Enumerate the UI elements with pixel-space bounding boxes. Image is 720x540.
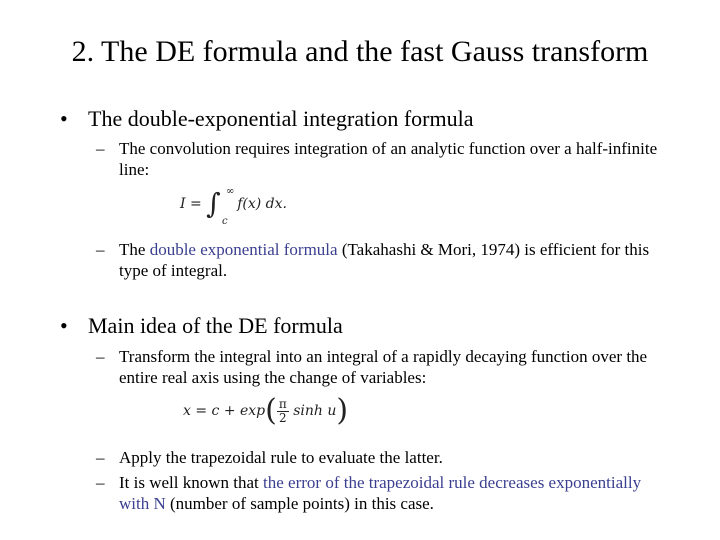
fraction: $\frac{\pi}{2}$ — [278, 396, 287, 425]
sub-bullet-2-3 — [96, 472, 666, 514]
sub-bullet-1-2 — [96, 239, 666, 281]
equation-lhs: I = — [180, 196, 202, 212]
sub-bullet-2-3-pre: It is well known that — [119, 473, 264, 492]
slide-title: 2. The DE formula and the fast Gauss transform — [71, 35, 649, 68]
dash-marker: – — [96, 139, 105, 158]
sub-bullet-1-2-pre: The — [119, 240, 150, 259]
sub-bullet-2-1 — [96, 346, 666, 388]
bullet-marker: • — [60, 106, 68, 131]
bullet-marker: • — [60, 313, 68, 338]
dash-marker: – — [96, 473, 105, 492]
sub-bullet-1-1 — [96, 138, 666, 180]
dash-marker: – — [96, 347, 105, 366]
highlight-text: double exponential formula — [149, 240, 338, 259]
highlight-text: the error of the trapezoidal rule decreases exponentially with N — [119, 473, 642, 513]
integrand: f(x) dx. — [237, 196, 287, 212]
equation-change-of-variables: x = c + exp( $\frac{\pi}{2}$ sinh u) — [183, 393, 349, 428]
equation-lhs: x = c + exp — [183, 403, 266, 419]
sub-bullet-2-2 — [96, 447, 666, 468]
bullet-2-text: Main idea of the DE formula — [88, 313, 343, 338]
lower-limit: c — [222, 216, 228, 227]
sub-bullet-2-2-text: Apply the trapezoidal rule to evaluate the latter. — [119, 448, 443, 467]
sub-bullet-2-3-post: (number of sample points) in this case. — [165, 494, 434, 513]
bullet-1-text: The double-exponential integration formula — [88, 106, 474, 131]
dash-marker: – — [96, 240, 105, 259]
sub-bullet-2-1-text: Transform the integral into an integral of a rapidly decaying function over the entire real axis using the change of variables: — [119, 347, 648, 387]
equation-integral — [180, 186, 287, 227]
sub-bullet-1-1-text: The convolution requires integration of an analytic function over a half-infinite line: — [119, 139, 658, 179]
integral-sign: ∫ — [206, 187, 221, 220]
equation-rest: sinh u — [293, 403, 337, 419]
bullet-1 — [60, 106, 473, 132]
upper-limit: ∞ — [226, 186, 235, 197]
bullet-2 — [60, 313, 343, 339]
sub-bullet-1-2-post: (Takahashi & Mori, 1974) is efficient for this type of integral. — [119, 240, 650, 280]
dash-marker: – — [96, 448, 105, 467]
